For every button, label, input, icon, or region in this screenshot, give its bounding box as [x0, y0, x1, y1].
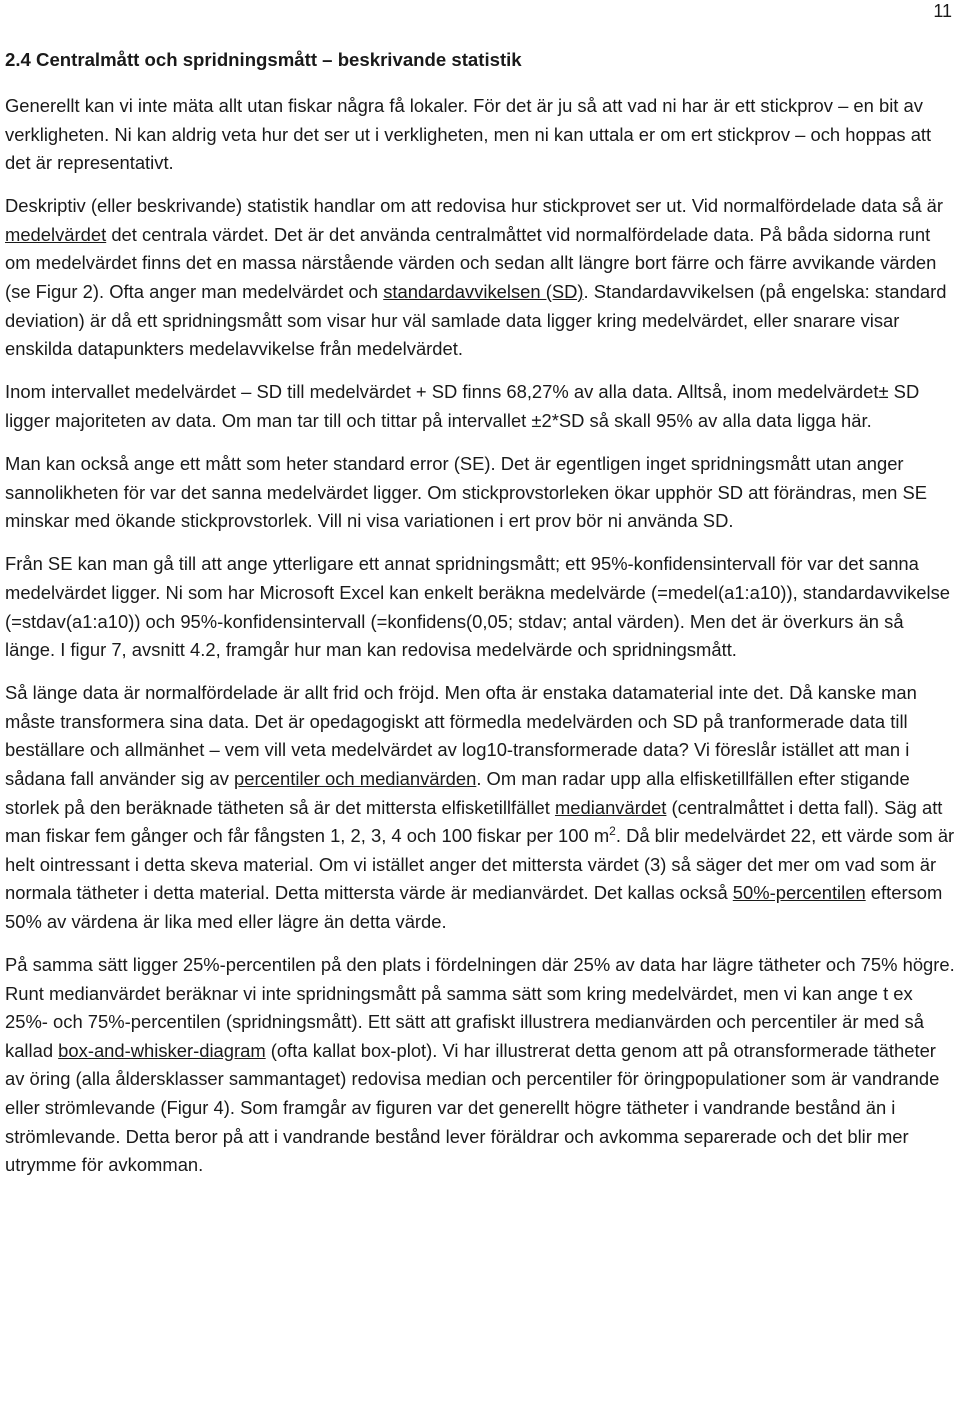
link-standardavvikelsen: standardavvikelsen (SD) [383, 281, 584, 303]
paragraph-2-text-b: det centrala värdet. Det är det använda centralmåttet vid normalfördelade data. På båda sidorna runt om medelvärdet finns det en massa närstående värden och sedan allt längre bort färre och färre avvikande värden (se Figur 2). Ofta anger man medelvärdet och [5, 223, 937, 303]
paragraph-3-text: Inom intervallet medelvärdet – SD till medelvärdet + SD finns 68,27% av alla data. Alltså, inom medelvärdet± SD ligger majoriteten av data. Om man tar till och tittar på intervallet ±2*SD så skall 95% av alla data ligga här. [5, 381, 920, 431]
paragraph-2 [5, 192, 957, 364]
paragraph-7-text-b: (ofta kallat box-plot). Vi har illustrerat detta genom att på otransformerade tätheter av öring (alla åldersklasser sammantaget) redovisa median och percentiler för öringpopulationer som är vandrande eller strömlevande (Figur 4). Som framgår av figuren var det generellt högre tätheter i vandrande bestånd än i strömlevande. Detta beror på att i vandrande bestånd lever föräldrar och avkomma separerade och det blir mer utrymme för avkomman. [5, 1039, 940, 1176]
link-medianvardet: medianvärdet [554, 796, 667, 818]
paragraph-6-text-e: eftersom 50% av värdena är lika med eller lägre än detta värde. [5, 882, 943, 932]
paragraph-6-text-a: Så länge data är normalfördelade är allt frid och fröjd. Men ofta är enstaka datamaterial inte det. Då kanske man måste transformera sina data. Det är opedagogiskt att förmedla medelvärden och SD på tranformerade data till beställare och allmänhet – vem vill veta medelvärdet av log10-transformerade data? Vi föreslår istället att man i sådana fall använder sig av [5, 682, 917, 789]
page-number: 11 [933, 1, 952, 21]
paragraph-3 [5, 378, 957, 435]
paragraph-4-text: Man kan också ange ett mått som heter standard error (SE). Det är egentligen inget spridningsmått utan anger sannolikheten för var det sanna medelvärdet ligger. Om stickprovstorleken ökar upphör SD att förändras, men SE minskar med ökande stickprovstorlek. Vill ni visa variationen i ert prov bör ni använda SD. [5, 453, 928, 532]
link-box-and-whisker: box-and-whisker-diagram [58, 1039, 266, 1061]
paragraph-6-text-b: . Om man radar upp alla elfisketillfällen efter stigande storlek på den beräknade tätheten så är det mittersta elfisketillfället [5, 767, 910, 818]
link-medelvardet: medelvärdet [5, 223, 107, 245]
paragraph-5 [5, 550, 957, 664]
paragraph-1-text: Generellt kan vi inte mäta allt utan fiskar några få lokaler. För det är ju så att vad ni har är ett stickprov – en bit av verkligheten. Ni kan aldrig veta hur det ser ut i verkligheten, men ni kan uttala er om ert stickprov – och hoppas att det är representativt. [5, 95, 932, 174]
paragraph-5-text: Från SE kan man gå till att ange ytterligare ett annat spridningsmått; ett 95%-konfidensintervall för var det sanna medelvärdet ligger. Ni som har Microsoft Excel kan enkelt beräkna medelvärde (=medel(a1:a10)), standardavvikelse (=stdav(a1:a10)) och 95%-konfidensintervall (=konfidens(0,05; stdav; antal värden). Men det är överkurs än så länge. I figur 7, avsnitt 4.2, framgår hur man kan redovisa medelvärde och spridningsmått. [5, 553, 951, 661]
superscript-2: 2 [609, 824, 616, 839]
paragraph-4 [5, 450, 957, 536]
paragraph-1 [5, 92, 957, 178]
section-heading: 2.4 Centralmått och spridningsmått – beskrivande statistik [5, 49, 522, 70]
link-50-percentilen: 50%-percentilen [732, 882, 866, 904]
paragraph-7-text-a: På samma sätt ligger 25%-percentilen på den plats i fördelningen där 25% av data har lägre tätheter och 75% högre. Runt medianvärdet beräknar vi inte spridningsmått på samma sätt som kring medelvärdet, men vi kan ange t ex 25%- och 75%-percentilen (spridningsmått). Ett sätt att grafiskt illustrera medianvärden och percentiler är med så kallad [5, 954, 955, 1061]
paragraph-2-text-a: Deskriptiv (eller beskrivande) statistik handlar om att redovisa hur stickprovet ser ut. Vid normalfördelade data så är [5, 195, 944, 217]
paragraph-6-text-c: (centralmåttet i detta fall). Säg att man fiskar fem gånger och får fångsten 1, 2, 3, 4 och 100 fiskar per 100 m [5, 796, 943, 847]
paragraph-7 [5, 951, 957, 1180]
link-percentiler-medianvarden: percentiler och medianvärden [234, 767, 477, 789]
paragraph-6 [5, 679, 957, 936]
document-body [5, 46, 957, 1194]
paragraph-2-text-c: . Standardavvikelsen (på engelska: standard deviation) är då ett spridningsmått som visar hur väl samlade data ligger kring medelvärdet, eller snarare visar enskilda datapunkters medelavvikelse från medelvärdet. [5, 281, 947, 360]
paragraph-6-text-d: . Då blir medelvärdet 22, ett värde som är helt ointressant i detta skeva material. Om vi istället anger det mittersta värdet (3) så säger det mer om vad som är normala tätheter i detta material. Detta mittersta värde är medianvärdet. Det kallas också [5, 825, 955, 904]
